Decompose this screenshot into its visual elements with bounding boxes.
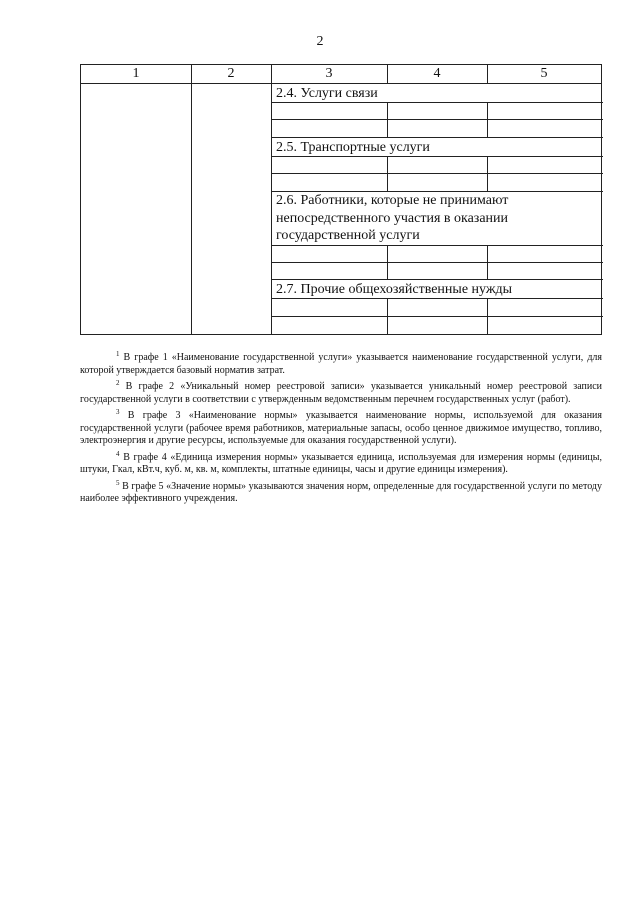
footnote-1	[80, 348, 602, 377]
footnote-mark: 1	[116, 350, 120, 358]
row-rule	[271, 119, 603, 120]
row-rule	[271, 316, 603, 317]
footnote-2	[80, 377, 602, 406]
col-divider-2	[271, 65, 272, 334]
footnotes	[80, 348, 602, 506]
table-header-row	[81, 65, 601, 84]
header-col-4: 4	[433, 66, 441, 81]
header-col-1: 1	[132, 66, 140, 81]
footnote-text: В графе 4 «Единица измерения нормы» указывается единица, используемая для измерения нормы (единицы, штуки, Гкал, кВт.ч, куб. м, кв. м, комплекты, штатные единицы, часы и другие единицы измерения).	[80, 451, 602, 475]
footnote-4	[80, 448, 602, 477]
footnote-5	[80, 477, 602, 506]
section-title-transport: 2.5. Транспортные услуги	[276, 140, 430, 155]
section-title-general-needs: 2.7. Прочие общехозяйственные нужды	[276, 282, 513, 297]
page-number: 2	[316, 34, 324, 49]
row-rule	[271, 173, 603, 174]
header-col-3: 3	[325, 66, 333, 81]
footnote-3	[80, 406, 602, 448]
col-divider-3-hdr	[387, 65, 388, 83]
footnote-mark: 4	[116, 449, 120, 458]
col-divider-1	[191, 65, 192, 334]
footnote-text: В графе 3 «Наименование нормы» указывается наименование нормы, используемой для оказания государственной услуги (рабочее время работников, материальные запасы, особо ценное движимое имущество, топливо, электроэнергия и другие ресурсы, используемые для оказания государственной услуги).	[80, 410, 602, 446]
row-rule	[271, 262, 603, 263]
footnote-mark: 3	[116, 408, 120, 416]
row-rule	[271, 245, 603, 246]
footnote-text: В графе 1 «Наименование государственной услуги» указывается наименование государственной услуги, для которой утверждается базовый норматив затрат.	[80, 352, 602, 376]
header-col-5: 5	[540, 66, 548, 81]
header-col-2: 2	[227, 66, 235, 81]
col-divider-4-hdr	[487, 65, 488, 83]
section-title-communications: 2.4. Услуги связи	[276, 86, 378, 101]
footnote-text: В графе 5 «Значение нормы» указываются значения норм, определенные для государственной услуги по методу наиболее эффективного учреждения.	[80, 480, 602, 504]
footnote-text: В графе 2 «Уникальный номер реестровой записи» указывается уникальный номер реестровой записи государственной услуги в соответствии с утвержденным ведомственным перечнем государственных услуг (работ).	[80, 381, 602, 405]
section-title-workers: 2.6. Работники, которые не принимают непосредственного участия в оказании государственной услуги	[276, 193, 509, 243]
footnote-mark: 5	[116, 478, 120, 487]
footnote-mark: 2	[116, 379, 120, 387]
norms-table	[80, 64, 602, 335]
